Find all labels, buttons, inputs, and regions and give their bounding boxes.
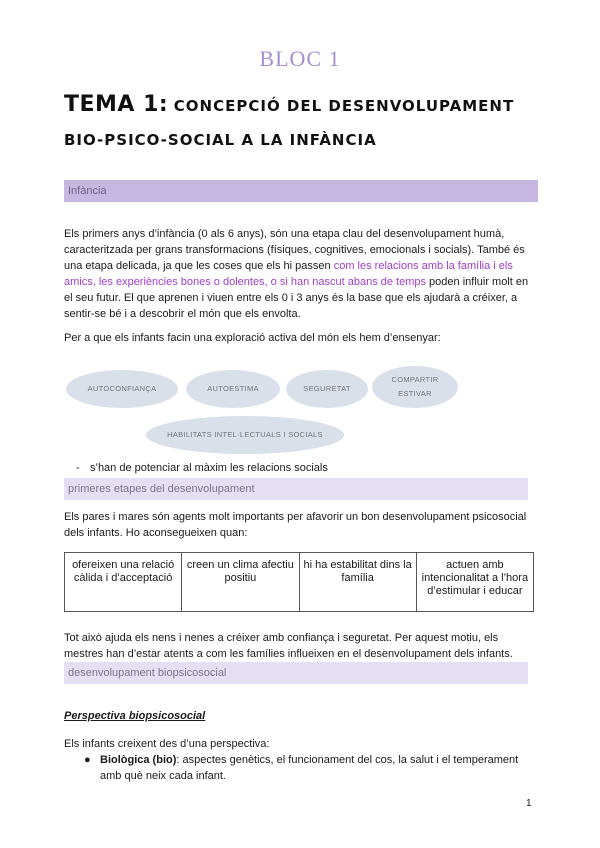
- bloc-heading: BLOC 1: [259, 46, 341, 71]
- perspectiva-heading: Perspectiva biopsicosocial: [64, 710, 206, 722]
- ellipse-habilitats: HABILITATS INTEL·LECTUALS I SOCIALS: [146, 416, 344, 454]
- title-line2: BIO-PSICO-SOCIAL A LA INFÀNCIA: [64, 131, 377, 149]
- section-band-primeres: primeres etapes del desenvolupament: [64, 478, 528, 500]
- intro-text-2: poden influir molt en el seu futur. El que aprenen i viuen entre els 0 i 3 anys és la base que els ajudarà a créixer, a sentir-se bé i a descobrir el món que els envolta.: [64, 276, 529, 320]
- table-cell: ofereixen una relació càlida i d’acceptació: [65, 553, 182, 612]
- list-item: [84, 752, 536, 784]
- conditions-table: [64, 552, 534, 612]
- bio-label: Biològica (bio): [100, 754, 177, 766]
- bio-text: : aspectes genètics, el funcionament del cos, la salut i el temperament amb què neix cada infant.: [100, 754, 519, 782]
- section-band-biopsico: desenvolupament biopsicosocial: [64, 662, 528, 684]
- intro-text-1: Els primers anys d’infància (0 als 6 anys), són una etapa clau del desenvolupament humà, caracteritzada per grans transformacions (físiques, cognitives, emocionals i socials). També és una etapa delicada, ja que les coses que els hi passen: [64, 228, 525, 272]
- ellipse-autoconfianca: AUTOCONFIANÇA: [66, 370, 178, 408]
- ellipse-seguretat: SEGURETAT: [286, 370, 368, 408]
- ellipse-autoestima: AUTOESTIMA: [186, 370, 280, 408]
- bullet-text: s’han de potenciar al màxim les relacions socials: [90, 462, 328, 474]
- table-cell: creen un clima afectiu positiu: [182, 553, 299, 612]
- parents-paragraph: Els pares i mares són agents molt importants per afavorir un bon desenvolupament psicosocial dels infants. Ho aconsegueixen quan:: [64, 511, 527, 539]
- title-prefix: TEMA 1:: [64, 92, 169, 117]
- explore-paragraph: Per a que els infants facin una exploració activa del món els hem d’ensenyar:: [64, 332, 441, 344]
- title-line1: CONCEPCIÓ DEL DESENVOLUPAMENT: [173, 97, 515, 115]
- intro-paragraph: [64, 226, 536, 322]
- table-cell: hi ha estabilitat dins la família: [299, 553, 416, 612]
- page-title: [64, 88, 544, 157]
- summary-paragraph: Tot això ajuda els nens i nenes a créixer amb confiança i seguretat. Per aquest motiu, els mestres han d’estar atents a com les famílies influeixen en el desenvolupament dels infants.: [64, 632, 513, 660]
- bullet-dash: -: [76, 462, 80, 474]
- bullet-dot-icon: ●: [84, 754, 91, 766]
- table-row: [65, 553, 534, 612]
- section-band-infancia: Infància: [64, 180, 538, 202]
- bullet-relacions: [76, 462, 328, 474]
- ellipse-compartir: COMPARTIR ESTIVAR: [372, 366, 458, 408]
- table-cell: actuen amb intencionalitat a l’hora d’estimular i educar: [416, 553, 533, 612]
- perspective-intro: Els infants creixent des d’una perspectiva:: [64, 738, 270, 750]
- page-number: 1: [526, 798, 532, 809]
- intro-highlight: com les relacions amb la família i els amics, les experiències bones o dolentes, o si han nascut abans de temps: [64, 260, 513, 288]
